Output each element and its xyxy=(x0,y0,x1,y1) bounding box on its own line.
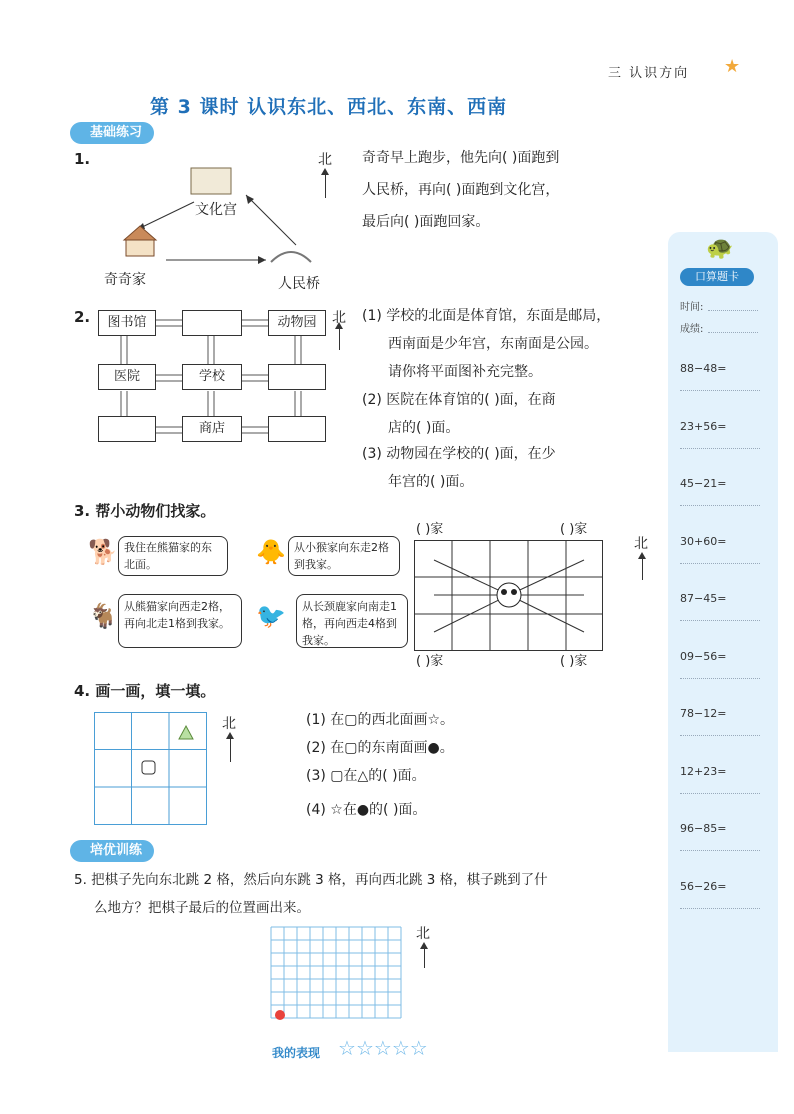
bubble-text: 从小猴家向东走2格到我家。 xyxy=(294,541,389,571)
q2-cell-hospital: 医院 xyxy=(98,364,156,390)
north-arrowhead-icon xyxy=(226,732,234,739)
time-field[interactable] xyxy=(708,310,758,311)
q3-blank-nw[interactable]: ( )家 xyxy=(416,522,444,537)
calc-answer-line[interactable] xyxy=(680,563,760,564)
calc-problem: 78−12= xyxy=(680,707,727,720)
performance-label: 我的表现 xyxy=(272,1046,321,1060)
north-arrowhead-icon xyxy=(321,168,329,175)
north-arrowhead-icon xyxy=(638,552,646,559)
q2-text-line3: 请你将平面图补充完整。 xyxy=(388,364,542,380)
speech-bubble xyxy=(118,594,242,648)
lesson-title: 第 3 课时 认识东北、西北、东南、西南 xyxy=(150,96,508,118)
q3-animal-grid xyxy=(414,540,604,652)
star-decoration-icon: ★ xyxy=(724,56,741,77)
q2-number: 2. xyxy=(74,308,91,326)
q4-north-label: 北 xyxy=(222,716,236,732)
north-arrow-icon xyxy=(230,736,231,762)
calc-problem: 12+23= xyxy=(680,764,727,778)
calc-problem: 56−26= xyxy=(680,879,727,893)
star-icon[interactable]: ☆ xyxy=(373,1036,392,1060)
mental-math-card-title: 口算题卡 xyxy=(680,268,754,286)
q5-text-line1: 5. 把棋子先向东北跳 2 格，然后向东跳 3 格，再向西北跳 3 格，棋子跳到了什 xyxy=(74,872,548,888)
q4-item4: (4) ☆在●的( )面。 xyxy=(306,802,427,818)
q2-text-line1: (1) 学校的北面是体育馆，东面是邮局， xyxy=(362,308,611,324)
bubble-text: 我住在熊猫家的东北面。 xyxy=(124,541,212,571)
calc-answer-line[interactable] xyxy=(680,678,760,679)
q3-blank-sw[interactable]: ( )家 xyxy=(416,654,444,669)
q4-item2: (2) 在▢的东南面画●。 xyxy=(306,740,454,756)
q2-text-line6: (3) 动物园在学校的( )面，在少 xyxy=(362,446,556,462)
q1-text-line3: 最后向( )面跑回家。 xyxy=(362,214,490,230)
turtle-icon: 🐢 xyxy=(706,236,734,261)
q2-text-line2: 西南面是少年宫，东南面是公园。 xyxy=(388,336,598,352)
q2-text-line5: 店的( )面。 xyxy=(388,420,460,436)
q2-north-label: 北 xyxy=(332,310,346,326)
bubble-text: 从熊猫家向西走2格，再向北走1格到我家。 xyxy=(124,600,230,630)
calc-answer-line[interactable] xyxy=(680,793,760,794)
star-icon[interactable]: ☆ xyxy=(338,1036,356,1060)
calc-answer-line[interactable] xyxy=(680,390,760,391)
calc-answer-line[interactable] xyxy=(680,908,760,909)
q4-grid xyxy=(94,712,208,826)
q4-item3: (3) ▢在△的( )面。 xyxy=(306,768,426,784)
q1-north-label: 北 xyxy=(318,152,332,168)
bubble-text: 从长颈鹿家向南走1格，再向西走4格到我家。 xyxy=(302,600,397,647)
q2-cell-school: 学校 xyxy=(182,364,242,390)
calc-problem: 88−48= xyxy=(680,362,727,375)
q1-text-line1: 奇奇早上跑步，他先向( )面跑到 xyxy=(362,150,560,166)
section-advanced-badge: 培优训练 xyxy=(70,840,154,862)
calc-problem: 45−21= xyxy=(680,477,727,490)
score-label: 成绩: xyxy=(680,324,704,335)
q1-number: 1. xyxy=(74,150,91,168)
chess-piece xyxy=(275,1010,285,1020)
q2-cell-blank-north[interactable] xyxy=(182,310,242,336)
bird-icon: 🐦 xyxy=(256,602,286,630)
chapter-header: 三 认识方向 xyxy=(608,66,690,81)
q4-title: 4. 画一画，填一填。 xyxy=(74,682,216,700)
q5-text-line2: 么地方？把棋子最后的位置画出来。 xyxy=(94,900,310,916)
north-arrowhead-icon xyxy=(420,942,428,949)
star-icon[interactable]: ☆ xyxy=(355,1036,374,1060)
q2-cell-blank-east[interactable] xyxy=(268,364,326,390)
q1-text-line2: 人民桥，再向( )面跑到文化宫， xyxy=(362,182,560,198)
section-basic-badge: 基础练习 xyxy=(70,122,154,144)
q2-cell-shop: 商店 xyxy=(182,416,242,442)
time-label: 时间: xyxy=(680,302,704,313)
calc-problem: 23+56= xyxy=(680,419,727,433)
calc-problem: 96−85= xyxy=(680,822,727,835)
dog-icon: 🐕 xyxy=(88,538,118,566)
north-arrow-icon xyxy=(339,326,340,350)
performance-stars[interactable] xyxy=(338,1036,428,1060)
q2-cell-library: 图书馆 xyxy=(98,310,156,336)
calc-problem: 09−56= xyxy=(680,649,727,663)
north-arrow-icon xyxy=(325,172,326,198)
q2-cell-zoo: 动物园 xyxy=(268,310,326,336)
q5-north-label: 北 xyxy=(416,926,430,942)
calc-answer-line[interactable] xyxy=(680,735,760,736)
q4-item1: (1) 在▢的西北面画☆。 xyxy=(306,712,455,728)
q3-north-label: 北 xyxy=(634,536,648,552)
calc-answer-line[interactable] xyxy=(680,850,760,851)
duck-icon: 🐥 xyxy=(256,538,286,566)
q2-cell-blank-sw[interactable] xyxy=(98,416,156,442)
mental-math-sidebar xyxy=(668,232,778,1052)
north-arrowhead-icon xyxy=(335,322,343,329)
q2-cell-blank-se[interactable] xyxy=(268,416,326,442)
q1-label-bridge: 人民桥 xyxy=(278,276,320,292)
calc-problem: 30+60= xyxy=(680,534,727,548)
calc-answer-line[interactable] xyxy=(680,620,760,621)
speech-bubble xyxy=(288,536,400,576)
star-icon[interactable]: ☆ xyxy=(409,1036,428,1060)
speech-bubble xyxy=(296,594,408,648)
q3-blank-ne[interactable]: ( )家 xyxy=(560,522,588,537)
speech-bubble xyxy=(118,536,228,576)
q1-label-palace: 文化宫 xyxy=(195,202,237,218)
q1-label-home: 奇奇家 xyxy=(104,272,146,288)
q3-title: 3. 帮小动物们找家。 xyxy=(74,502,216,520)
goat-icon: 🐐 xyxy=(88,602,118,630)
q3-blank-se[interactable]: ( )家 xyxy=(560,654,588,669)
q2-text-line7: 年宫的( )面。 xyxy=(388,474,474,490)
q2-text-line4: (2) 医院在体育馆的( )面，在商 xyxy=(362,392,556,408)
calc-answer-line[interactable] xyxy=(680,505,760,506)
q5-chess-grid xyxy=(270,926,404,1022)
score-field[interactable] xyxy=(708,332,758,333)
north-arrow-icon xyxy=(642,556,643,580)
north-arrow-icon xyxy=(424,946,425,968)
star-icon[interactable]: ☆ xyxy=(391,1036,410,1060)
calc-problem: 87−45= xyxy=(680,592,727,605)
calc-answer-line[interactable] xyxy=(680,448,760,449)
